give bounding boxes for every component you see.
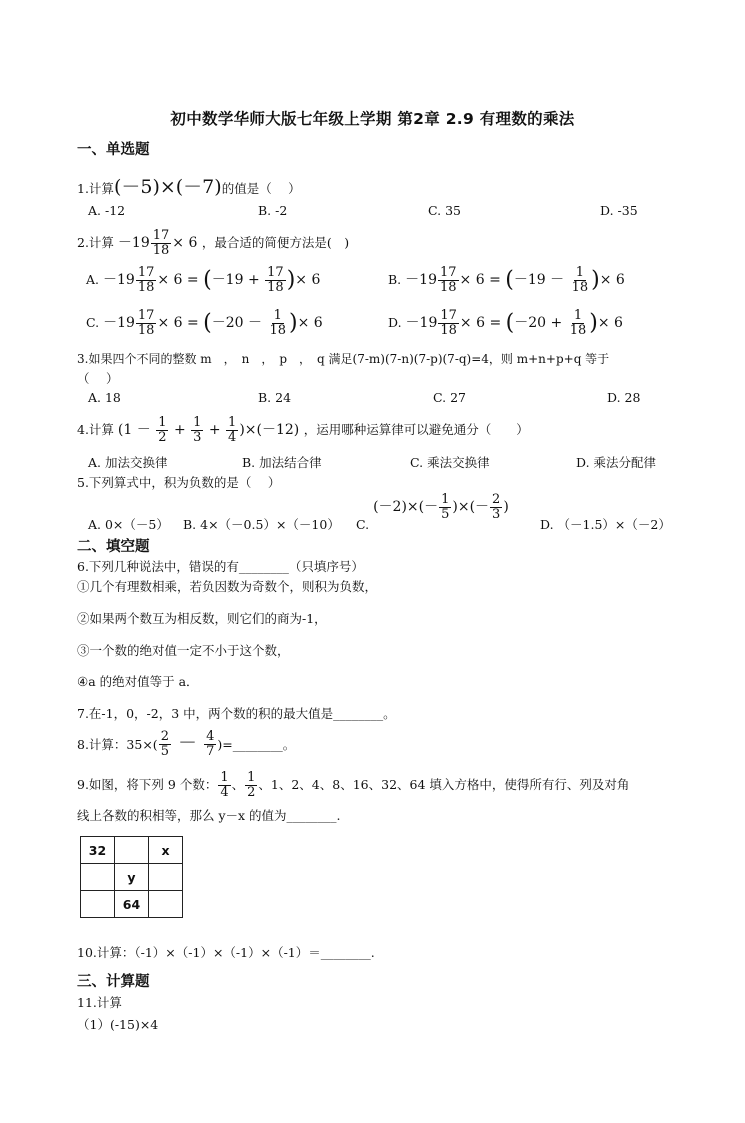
- q2-prefix: 2.计算: [77, 235, 114, 251]
- grid-cell: 64: [115, 891, 149, 918]
- grid-cell: [149, 891, 183, 918]
- q5-option-d: D. （－1.5）×（－2）: [540, 517, 671, 532]
- q4-expression: (1 － $\frac{1}{2}$ + $\frac{1}{3}$ + $\frac{1}{4}$ )×(－12): [117, 415, 300, 445]
- q1-suffix: 的值是（ ）: [221, 181, 301, 196]
- q2-option-d: D. －19 $\frac{17}{18}$ × 6 = (－20 + $\frac{1}{18}$ )× 6: [388, 308, 623, 338]
- q6-statement-4: ④a 的绝对值等于 a．: [77, 674, 199, 689]
- grid-cell: 32: [81, 837, 115, 864]
- question-10: 10.计算：（-1）×（-1）×（-1）×（-1）＝________.: [77, 945, 375, 960]
- question-2: [77, 229, 349, 257]
- grid-cell: y: [115, 864, 149, 891]
- q6-statement-3: ③一个数的绝对值一定不小于这个数，: [77, 643, 290, 658]
- grid-cell: [115, 837, 149, 864]
- question-5: 5.下列算式中，积为负数的是（ ）: [77, 475, 281, 490]
- q3-option-c: C. 27: [433, 390, 466, 405]
- section-heading-calculation: 三、计算题: [77, 974, 150, 990]
- q1-prefix: 1.计算: [77, 181, 114, 196]
- q1-option-a: A. -12: [88, 203, 126, 218]
- q1-option-d: D. -35: [600, 203, 638, 218]
- section-heading-fill-blank: 二、填空题: [77, 539, 150, 555]
- magic-square-grid: [80, 836, 183, 918]
- question-11: 11.计算: [77, 995, 122, 1010]
- question-1: [77, 172, 301, 199]
- q3-paren: （ ）: [77, 371, 119, 386]
- question-4: [77, 416, 529, 444]
- grid-cell: x: [149, 837, 183, 864]
- q4-option-c: C. 乘法交换律: [410, 455, 490, 470]
- page-title: 初中数学华师大版七年级上学期 第2章 2.9 有理数的乘法: [170, 110, 575, 128]
- question-7: 7.在-1，0，-2，3 中，两个数的积的最大值是________。: [77, 706, 396, 721]
- q2-expression: －19 $\frac{17}{18}$ × 6: [117, 228, 198, 258]
- q11-part-1: （1）(-15)×4: [77, 1017, 159, 1032]
- q4-option-a: A. 加法交换律: [88, 455, 168, 470]
- grid-cell: [81, 864, 115, 891]
- q4-prefix: 4.计算: [77, 422, 114, 438]
- section-heading-single-choice: 一、单选题: [77, 142, 150, 158]
- question-8: 8.计算：35×( $\frac{2}{5}$ － $\frac{4}{7}$ )=________。: [77, 728, 296, 759]
- question-3: 3.如果四个不同的整数 m ， n ， p ， q 满足(7-m)(7-n)(7-p)(7-q)=4，则 m+n+p+q 等于: [77, 352, 610, 366]
- q9-line-2: 线上各数的积相等，那么 y－x 的值为________.: [77, 808, 341, 823]
- q4-option-d: D. 乘法分配律: [576, 455, 657, 470]
- q1-option-c: C. 35: [428, 203, 461, 218]
- q3-option-a: A. 18: [88, 390, 121, 405]
- q2-option-a: A. －19 $\frac{17}{18}$ × 6 = (－19 + $\frac{17}{18}$ )× 6: [86, 265, 321, 295]
- q1-option-b: B. -2: [258, 203, 288, 218]
- q6-statement-1: ①几个有理数相乘，若负因数为奇数个，则积为负数，: [77, 579, 378, 594]
- q3-option-d: D. 28: [607, 390, 641, 405]
- question-9: 9.如图，将下列 9 个数： $\frac{1}{4}$ 、 $\frac{1}{2}$ 、1、2、4、8、16、32、64 填入方格中，使得所有行、列及对角: [77, 770, 630, 800]
- q1-expression: (－5)×(－7): [113, 176, 222, 198]
- question-6: 6.下列几种说法中，错误的有________（只填序号）: [77, 559, 364, 574]
- q3-option-b: B. 24: [258, 390, 292, 405]
- grid-cell: [149, 864, 183, 891]
- q4-option-b: B. 加法结合律: [242, 455, 322, 470]
- q4-suffix: ，运用哪种运算律可以避免通分（ ）: [303, 422, 529, 438]
- q2-option-b: B. －19 $\frac{17}{18}$ × 6 = (－19 － $\frac{1}{18}$ )× 6: [388, 265, 625, 295]
- q2-option-c: C. －19 $\frac{17}{18}$ × 6 = (－20 － $\frac{1}{18}$ )× 6: [86, 308, 323, 338]
- grid-cell: [81, 891, 115, 918]
- q2-suffix: ，最合适的简便方法是( ): [201, 235, 350, 251]
- q6-statement-2: ②如果两个数互为相反数，则它们的商为-1，: [77, 611, 327, 626]
- q5-option-c: C. (－2)×(－ $\frac{1}{5}$ )×(－ $\frac{2}{3}$ ): [356, 492, 509, 533]
- q5-option-a: A. 0×（－5）: [88, 517, 169, 532]
- q5-option-b: B. 4×（－0.5）×（－10）: [183, 517, 340, 532]
